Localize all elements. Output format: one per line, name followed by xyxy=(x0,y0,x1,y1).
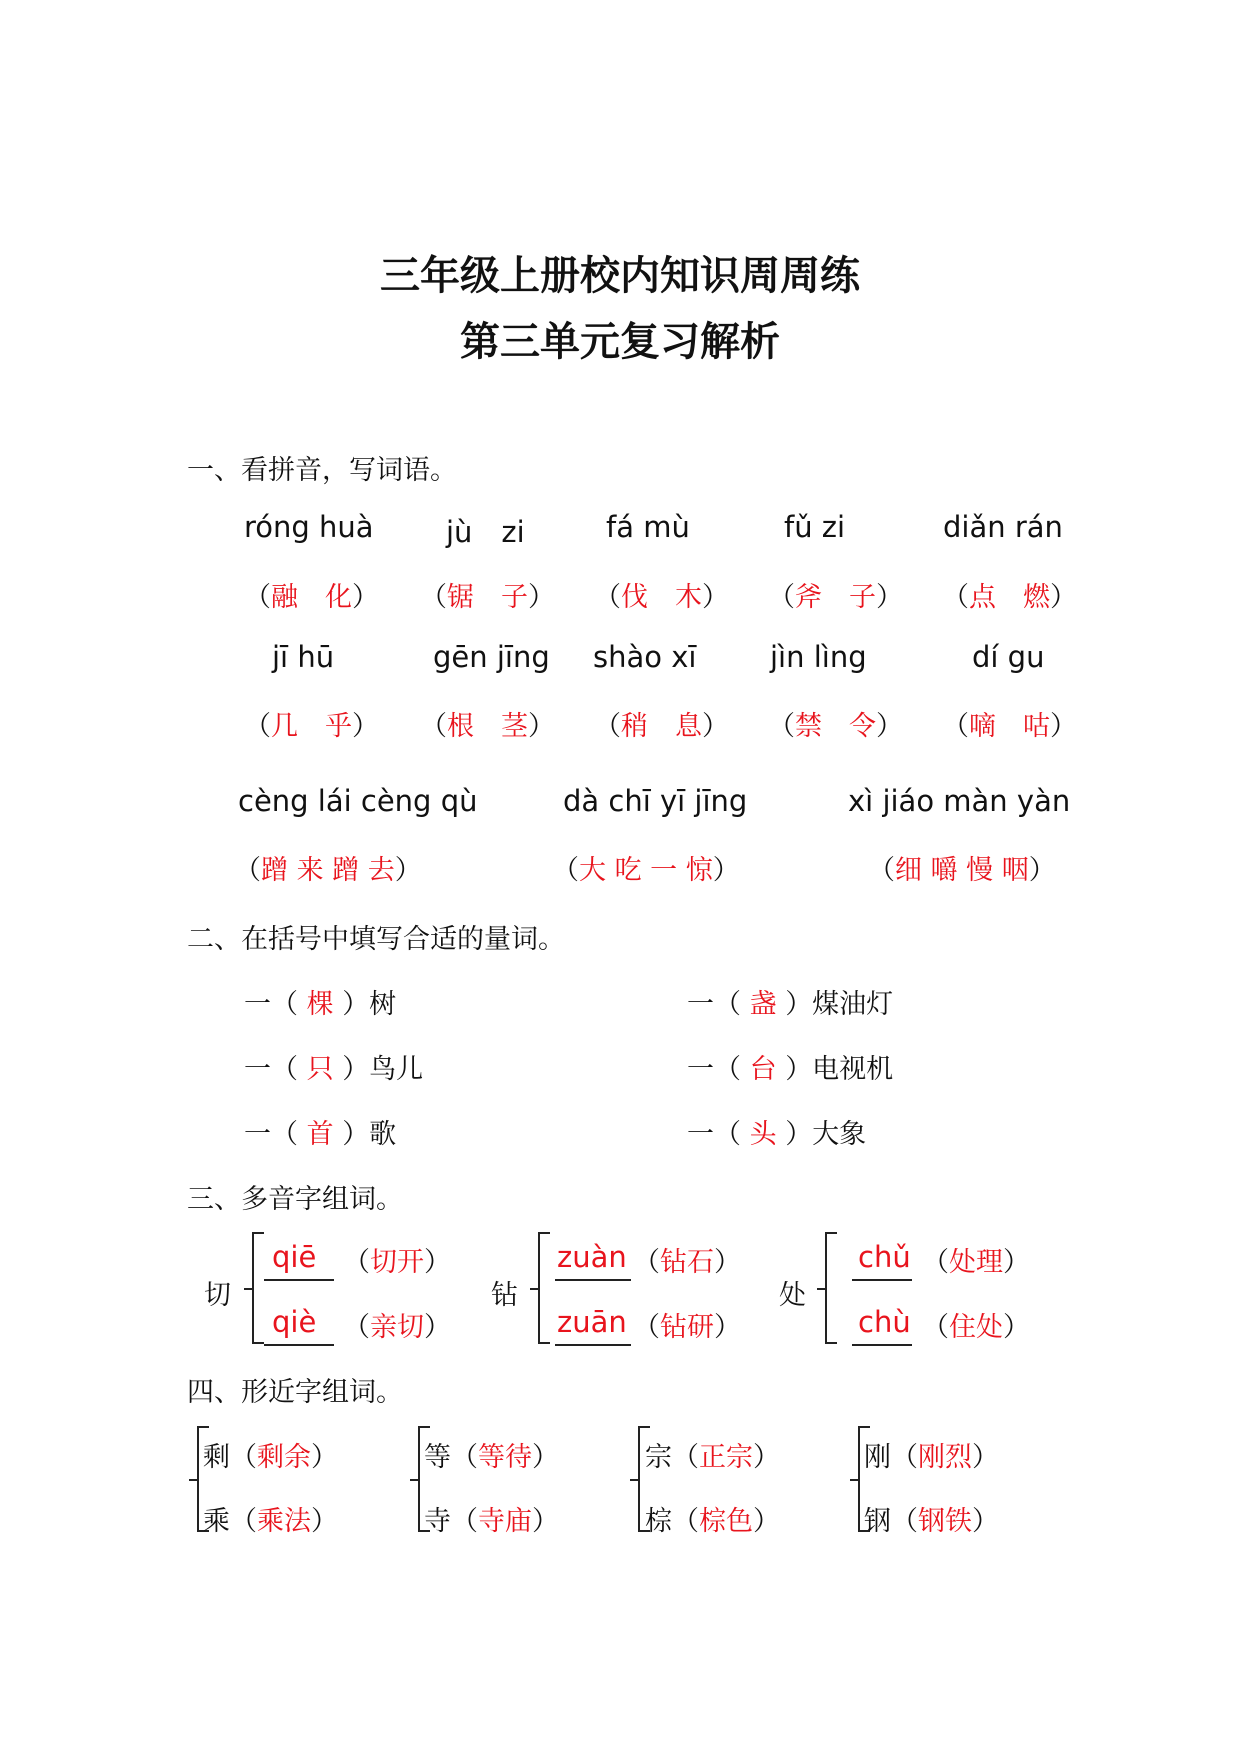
polyphone-pinyin: chǔ xyxy=(858,1240,911,1274)
brace xyxy=(538,1232,540,1344)
similar-char-item: 等（等待） xyxy=(424,1442,559,1473)
similar-char-item: 刚（刚烈） xyxy=(864,1442,999,1473)
brace xyxy=(858,1426,860,1532)
polyphone-word: （钻研） xyxy=(633,1312,741,1343)
polyphone-pinyin: zuàn xyxy=(557,1240,627,1274)
word: 寺庙 xyxy=(478,1506,532,1537)
word: 刚烈 xyxy=(918,1442,972,1473)
polyphone-word: （亲切） xyxy=(343,1312,451,1343)
measure-suffix: ）树 xyxy=(342,989,397,1020)
polyphone-pinyin: zuān xyxy=(557,1305,627,1339)
measure-prefix: 一（ xyxy=(687,989,741,1020)
word: 钢铁 xyxy=(918,1506,972,1537)
word: 棕色 xyxy=(699,1506,753,1537)
measure-item xyxy=(244,1112,396,1151)
measure-prefix: 一（ xyxy=(244,1119,298,1150)
answer: 首 xyxy=(306,1119,334,1150)
pinyin: xì jiáo màn yàn xyxy=(848,784,1071,818)
word: 乘法 xyxy=(257,1506,311,1537)
brace xyxy=(418,1426,420,1532)
answer-box: （蹭 来 蹭 去） xyxy=(234,855,422,886)
word: 住处 xyxy=(949,1312,1003,1343)
brace xyxy=(638,1426,640,1532)
pinyin: jìn lìng xyxy=(770,640,867,674)
answer: 锯 子 xyxy=(447,582,528,613)
page-title: 三年级上册校内知识周周练 xyxy=(380,253,860,299)
answer-box: （点 燃） xyxy=(942,582,1077,613)
word: 处理 xyxy=(949,1247,1003,1278)
char: 棕 xyxy=(645,1506,672,1537)
measure-suffix: ）电视机 xyxy=(785,1054,894,1085)
polyphone-word: （钻石） xyxy=(633,1247,741,1278)
section4-heading: 四、形近字组词。 xyxy=(187,1377,403,1408)
similar-char-item: 乘（乘法） xyxy=(203,1506,338,1537)
polyphone-word: （住处） xyxy=(922,1312,1030,1343)
answer-box: （稍 息） xyxy=(594,711,729,742)
char: 刚 xyxy=(864,1442,891,1473)
answer: 融 化 xyxy=(271,582,352,613)
char: 宗 xyxy=(645,1442,672,1473)
measure-item xyxy=(244,1047,423,1086)
underline xyxy=(264,1344,334,1346)
similar-char-item: 宗（正宗） xyxy=(645,1442,780,1473)
word: 钻石 xyxy=(660,1247,714,1278)
polyphone-pinyin: qiē xyxy=(272,1240,317,1274)
pinyin: dí gu xyxy=(972,640,1045,674)
char: 剩 xyxy=(203,1442,230,1473)
pinyin: fá mù xyxy=(606,510,690,544)
answer: 稍 息 xyxy=(621,711,702,742)
answer-box: （伐 木） xyxy=(594,582,729,613)
answer: 点 燃 xyxy=(969,582,1050,613)
measure-item xyxy=(687,1047,893,1086)
section1-heading: 一、看拼音，写词语。 xyxy=(187,455,457,486)
answer: 几 乎 xyxy=(271,711,352,742)
underline xyxy=(264,1279,334,1281)
measure-suffix: ）煤油灯 xyxy=(785,989,894,1020)
answer: 嘀 咕 xyxy=(969,711,1050,742)
word: 剩余 xyxy=(257,1442,311,1473)
measure-suffix: ）歌 xyxy=(342,1119,397,1150)
polyphone-word: （切开） xyxy=(343,1247,451,1278)
answer: 蹭 来 蹭 去 xyxy=(261,855,395,886)
underline xyxy=(852,1279,912,1281)
polyphone-char: 切 xyxy=(204,1280,231,1311)
similar-char-item: 寺（寺庙） xyxy=(424,1506,559,1537)
measure-prefix: 一（ xyxy=(687,1119,741,1150)
section3-heading: 三、多音字组词。 xyxy=(187,1184,403,1215)
answer: 棵 xyxy=(306,989,334,1020)
polyphone-pinyin: qiè xyxy=(272,1305,317,1339)
measure-item xyxy=(687,982,893,1021)
answer: 伐 木 xyxy=(621,582,702,613)
answer: 盏 xyxy=(749,989,777,1020)
answer-box: （斧 子） xyxy=(768,582,903,613)
measure-prefix: 一（ xyxy=(687,1054,741,1085)
measure-prefix: 一（ xyxy=(244,989,298,1020)
pinyin: fǔ zi xyxy=(784,510,846,544)
answer: 只 xyxy=(306,1054,334,1085)
measure-prefix: 一（ xyxy=(244,1054,298,1085)
similar-char-item: 钢（钢铁） xyxy=(864,1506,999,1537)
brace xyxy=(825,1232,827,1344)
pinyin: jī hū xyxy=(272,640,335,674)
pinyin: gēn jīng xyxy=(433,640,550,674)
answer-box: （细 嚼 慢 咽） xyxy=(868,855,1056,886)
polyphone-pinyin: chù xyxy=(858,1305,911,1339)
word: 亲切 xyxy=(370,1312,424,1343)
answer-box: （锯 子） xyxy=(420,582,555,613)
underline xyxy=(555,1279,631,1281)
char: 乘 xyxy=(203,1506,230,1537)
pinyin: diǎn rán xyxy=(943,510,1063,544)
pinyin: dà chī yī jīng xyxy=(563,784,748,818)
pinyin: róng huà xyxy=(244,510,374,544)
answer: 头 xyxy=(749,1119,777,1150)
polyphone-char: 处 xyxy=(779,1280,806,1311)
char: 钢 xyxy=(864,1506,891,1537)
char: 等 xyxy=(424,1442,451,1473)
answer: 斧 子 xyxy=(795,582,876,613)
answer: 台 xyxy=(749,1054,777,1085)
answer-box: （融 化） xyxy=(244,582,379,613)
underline xyxy=(555,1344,631,1346)
similar-char-item: 棕（棕色） xyxy=(645,1506,780,1537)
page-subtitle: 第三单元复习解析 xyxy=(460,319,780,365)
pinyin: shào xī xyxy=(593,640,697,674)
answer-box: （大 吃 一 惊） xyxy=(552,855,740,886)
answer: 大 吃 一 惊 xyxy=(579,855,713,886)
similar-char-item: 剩（剩余） xyxy=(203,1442,338,1473)
answer: 根 茎 xyxy=(447,711,528,742)
pinyin: cèng lái cèng qù xyxy=(238,784,478,818)
answer-box: （几 乎） xyxy=(244,711,379,742)
pinyin: jù zi xyxy=(446,515,525,549)
brace xyxy=(197,1426,199,1532)
word: 切开 xyxy=(370,1247,424,1278)
word: 钻研 xyxy=(660,1312,714,1343)
answer-box: （嘀 咕） xyxy=(942,711,1077,742)
polyphone-word: （处理） xyxy=(922,1247,1030,1278)
char: 寺 xyxy=(424,1506,451,1537)
answer-box: （禁 令） xyxy=(768,711,903,742)
underline xyxy=(852,1344,912,1346)
answer: 禁 令 xyxy=(795,711,876,742)
answer: 细 嚼 慢 咽 xyxy=(895,855,1029,886)
answer-box: （根 茎） xyxy=(420,711,555,742)
word: 等待 xyxy=(478,1442,532,1473)
measure-item xyxy=(687,1112,866,1151)
section2-heading: 二、在括号中填写合适的量词。 xyxy=(187,924,565,955)
measure-suffix: ）大象 xyxy=(785,1119,867,1150)
polyphone-char: 钻 xyxy=(491,1280,518,1311)
measure-suffix: ）鸟儿 xyxy=(342,1054,424,1085)
brace xyxy=(252,1232,254,1344)
measure-item xyxy=(244,982,396,1021)
word: 正宗 xyxy=(699,1442,753,1473)
